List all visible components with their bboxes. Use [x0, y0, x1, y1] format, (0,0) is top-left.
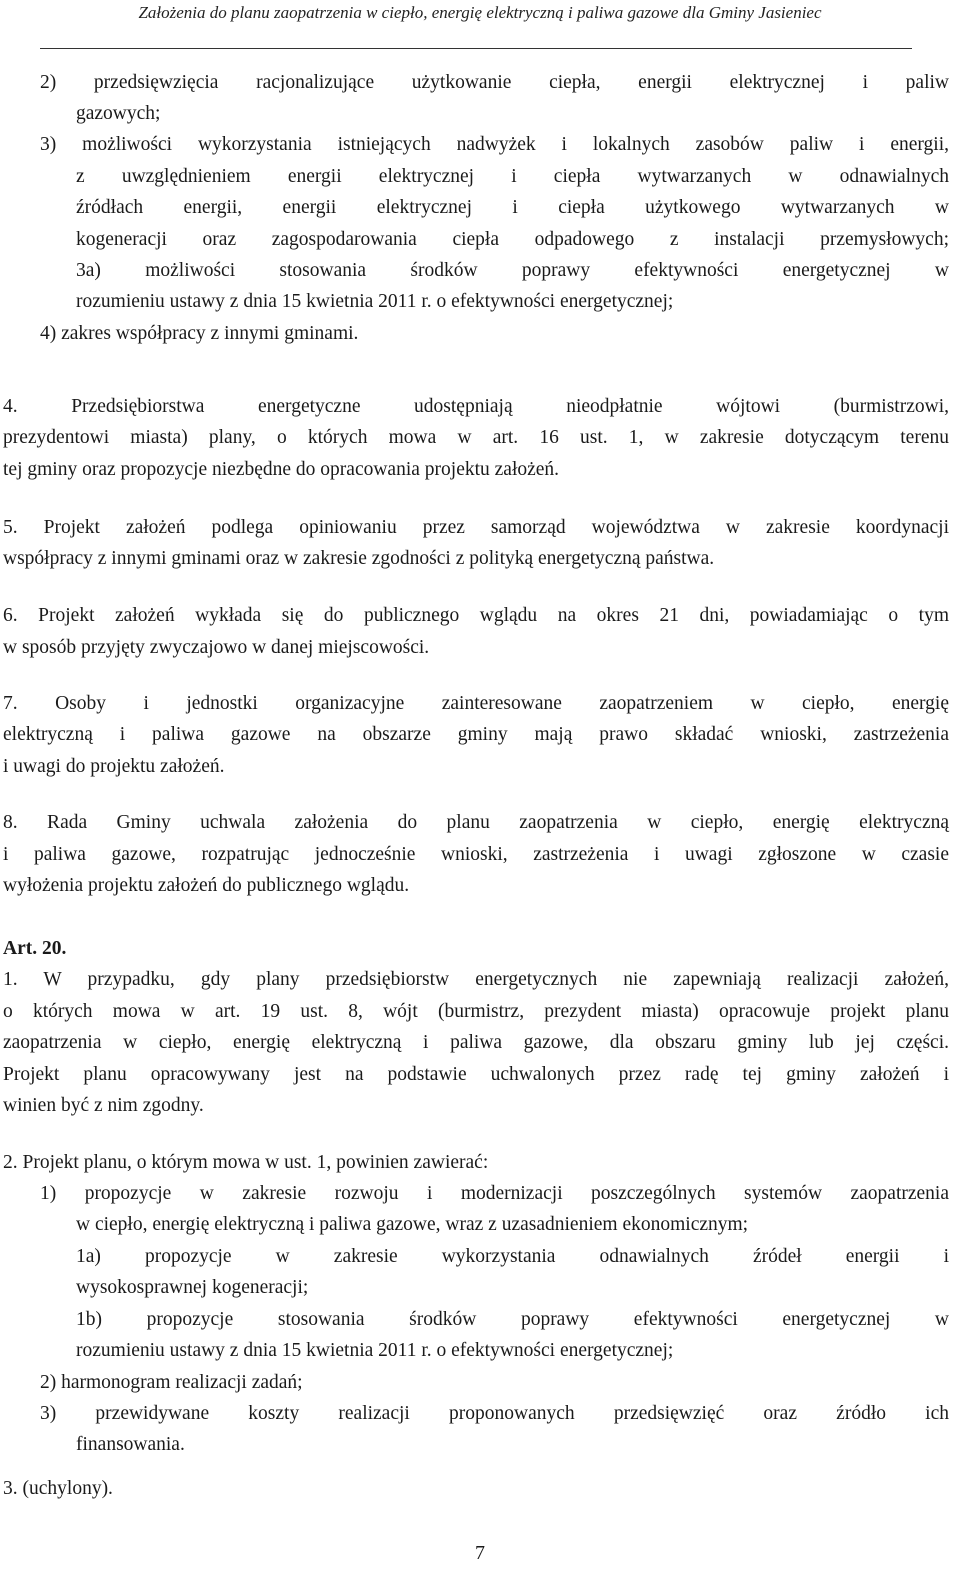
text-line: finansowania.	[76, 1434, 185, 1455]
header-rule	[40, 48, 912, 49]
text-line: rozumieniu ustawy z dnia 15 kwietnia 2011 r. o efektywności energetycznej;	[76, 1340, 674, 1361]
text-line: 8. Rada Gminy uchwala założenia do planu zaopatrzenia w ciepło, energię elektryczną	[3, 812, 949, 833]
text-line: rozumieniu ustawy z dnia 15 kwietnia 2011 r. o efektywności energetycznej;	[76, 291, 674, 312]
text-line: kogeneracji oraz zagospodarowania ciepła odpadowego z instalacji przemysłowych;	[76, 229, 949, 250]
text-line: z uwzględnieniem energii elektrycznej i ciepła wytwarzanych w odnawialnych	[76, 166, 949, 187]
text-line: współpracy z innymi gminami oraz w zakresie zgodności z polityką energetyczną państwa.	[3, 548, 715, 569]
text-line: 3) możliwości wykorzystania istniejących nadwyżek i lokalnych zasobów paliw i energii,	[40, 134, 949, 155]
text-line: 1. W przypadku, gdy plany przedsiębiorstw energetycznych nie zapewniają realizacji założeń,	[3, 969, 949, 990]
text-line: 3) przewidywane koszty realizacji proponowanych przedsięwzięć oraz źródło ich	[40, 1403, 949, 1424]
text-line: o których mowa w art. 19 ust. 8, wójt (burmistrz, prezydent miasta) opracowuje projekt planu	[3, 1001, 949, 1022]
text-line: i paliwa gazowe, rozpatrując jednocześnie wnioski, zastrzeżenia i uwagi zgłoszone w czasie	[3, 844, 949, 865]
text-line: zaopatrzenia w ciepło, energię elektryczną i paliwa gazowe, dla obszaru gminy lub jej części.	[3, 1032, 949, 1053]
text-line: 2) harmonogram realizacji zadań;	[40, 1372, 303, 1393]
text-line: 1) propozycje w zakresie rozwoju i modernizacji poszczególnych systemów zaopatrzenia	[40, 1183, 949, 1204]
text-line: 5. Projekt założeń podlega opiniowaniu przez samorząd województwa w zakresie koordynacji	[3, 517, 949, 538]
text-line: 2. Projekt planu, o którym mowa w ust. 1, powinien zawierać:	[3, 1152, 489, 1173]
text-line: w sposób przyjęty zwyczajowo w danej miejscowości.	[3, 637, 430, 658]
running-header: Założenia do planu zaopatrzenia w ciepło, energię elektryczną i paliwa gazowe dla Gminy Jasieniec	[138, 3, 822, 22]
text-line: gazowych;	[76, 103, 161, 124]
text-line: i uwagi do projektu założeń.	[3, 756, 225, 777]
text-line: źródłach energii, energii elektrycznej i ciepła użytkowego wytwarzanych w	[76, 197, 949, 218]
text-line: winien być z nim zgodny.	[3, 1095, 204, 1116]
text-line: prezydentowi miasta) plany, o których mowa w art. 16 ust. 1, w zakresie dotyczącym terenu	[3, 427, 949, 448]
text-line: wysokosprawnej kogeneracji;	[76, 1277, 309, 1298]
text-line: tej gminy oraz propozycje niezbędne do opracowania projektu założeń.	[3, 459, 560, 480]
article-heading: Art. 20.	[3, 938, 67, 959]
text-line: Projekt planu opracowywany jest na podstawie uchwalonych przez radę tej gminy założeń i	[3, 1064, 949, 1085]
text-line: w ciepło, energię elektryczną i paliwa gazowe, wraz z uzasadnieniem ekonomicznym;	[76, 1214, 749, 1235]
text-line: elektryczną i paliwa gazowe na obszarze gminy mają prawo składać wnioski, zastrzeżenia	[3, 724, 949, 745]
text-line: 3. (uchylony).	[3, 1478, 113, 1499]
text-line: 1a) propozycje w zakresie wykorzystania odnawialnych źródeł energii i	[76, 1246, 949, 1267]
page-number: 7	[475, 1542, 485, 1564]
text-line: 3a) możliwości stosowania środków poprawy efektywności energetycznej w	[76, 260, 949, 281]
text-line: 4. Przedsiębiorstwa energetyczne udostępniają nieodpłatnie wójtowi (burmistrzowi,	[3, 396, 949, 417]
text-line: 7. Osoby i jednostki organizacyjne zainteresowane zaopatrzeniem w ciepło, energię	[3, 693, 949, 714]
text-line: 1b) propozycje stosowania środków poprawy efektywności energetycznej w	[76, 1309, 949, 1330]
text-line: 4) zakres współpracy z innymi gminami.	[40, 323, 359, 344]
text-line: 6. Projekt założeń wykłada się do publicznego wglądu na okres 21 dni, powiadamiając o tym	[3, 605, 949, 626]
text-line: 2) przedsięwzięcia racjonalizujące użytkowanie ciepła, energii elektrycznej i paliw	[40, 72, 949, 93]
text-line: wyłożenia projektu założeń do publicznego wglądu.	[3, 875, 410, 896]
